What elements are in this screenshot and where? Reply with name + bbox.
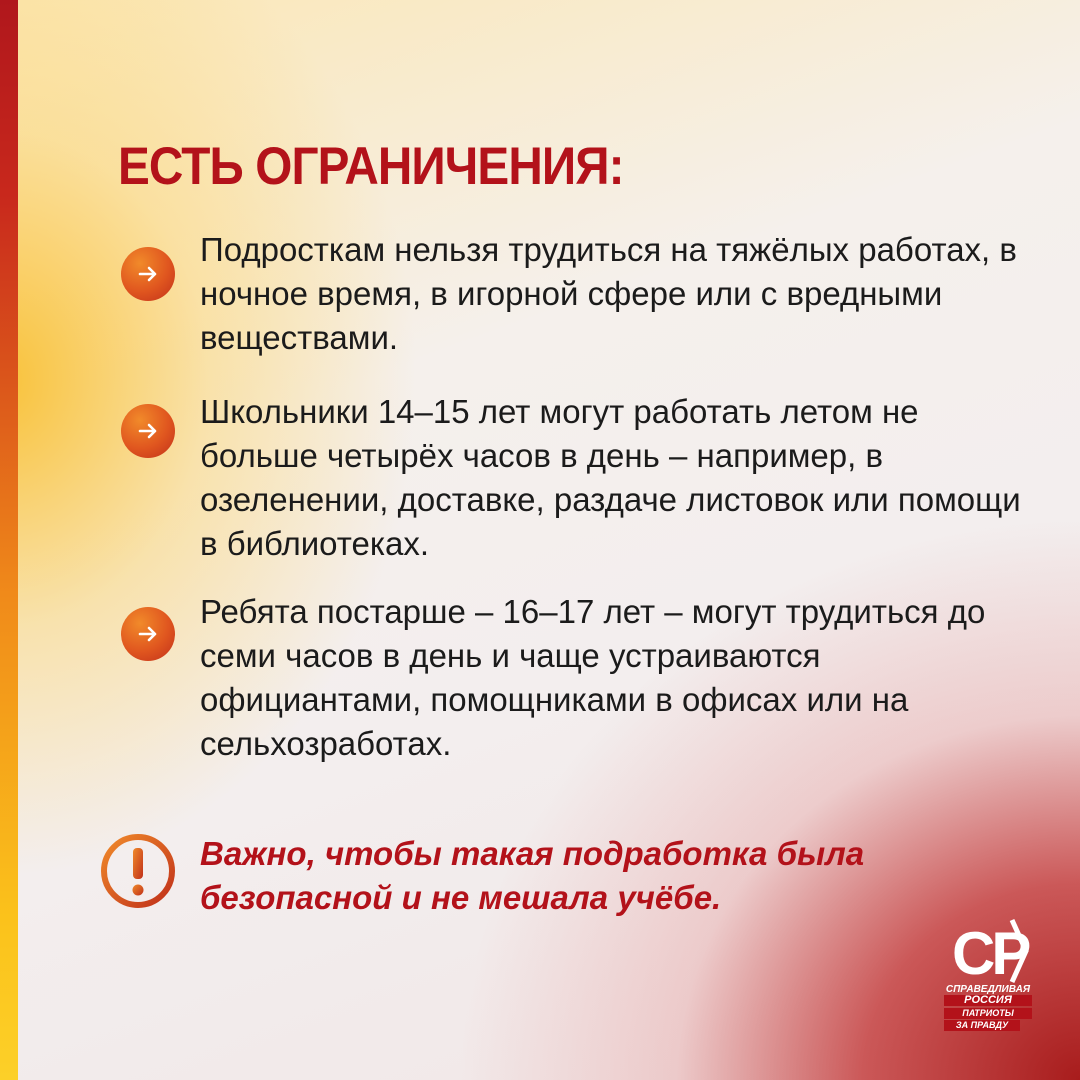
logo-mark-text: СР — [952, 920, 1028, 986]
important-note: Важно, чтобы такая подработка была безопасной и не мешала учёбе. — [200, 835, 865, 916]
logo-mark — [950, 916, 1036, 986]
arrow-right-icon — [121, 607, 175, 661]
list-item-text: Ребята постарше – 16–17 лет – могут трудиться до семи часов в день и чаще устраиваются официантами, помощниками в офисах или на сельхозработах. — [200, 593, 986, 762]
logo-line-4: ЗА ПРАВДУ — [944, 1020, 1020, 1031]
logo-line-1: СПРАВЕДЛИВАЯ — [945, 984, 1031, 995]
party-logo — [944, 916, 1040, 1028]
logo-line-3: ПАТРИОТЫ — [944, 1008, 1032, 1019]
arrow-right-icon — [121, 247, 175, 301]
page-title: ЕСТЬ ОГРАНИЧЕНИЯ: — [118, 137, 624, 196]
arrow-right-icon — [121, 404, 175, 458]
list-item-text: Школьники 14–15 лет могут работать летом не больше четырёх часов в день – например, в озеленении, доставке, раздаче листовок или помощи в библиотеках. — [200, 393, 1021, 562]
left-accent-bar — [0, 0, 18, 1080]
list-item-text: Подросткам нельзя трудиться на тяжёлых работах, в ночное время, в игорной сфере или с вредными веществами. — [200, 231, 1017, 356]
logo-line-2: РОССИЯ — [944, 995, 1032, 1006]
exclamation-icon — [99, 832, 177, 910]
